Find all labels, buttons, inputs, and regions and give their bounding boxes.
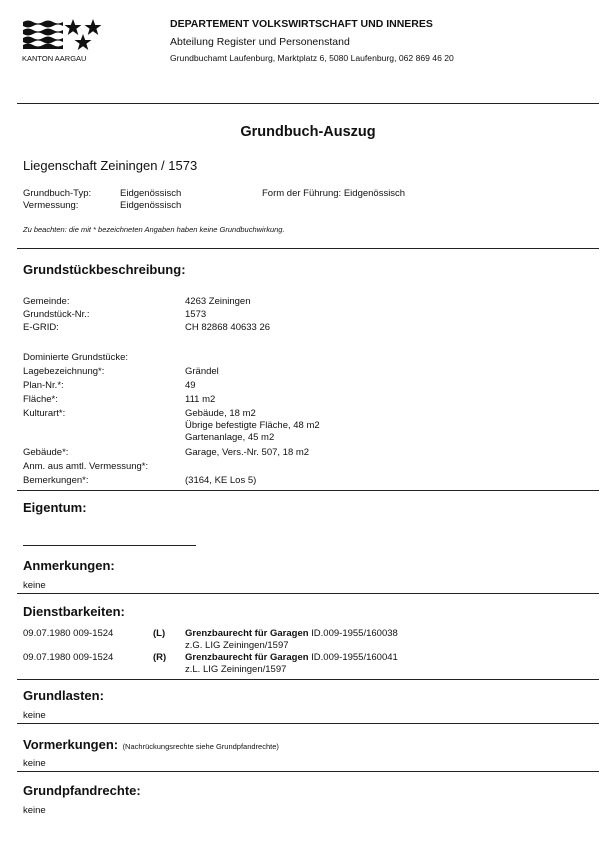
flaeche-label: Fläche*: [23,394,58,405]
vormerkungen-note: (Nachrückungsrechte siehe Grundpfandrechte) [122,742,279,751]
gebaeude-label: Gebäude*: [23,447,69,458]
section-divider [17,593,599,594]
easement-name: Grenzbaurecht für Garagen [185,652,309,663]
gb-type-value: Eidgenössisch [120,188,182,199]
grundlasten-value: keine [23,710,46,721]
kultur-value: Gartenanlage, 45 m2 [185,432,275,443]
vormerkungen-heading [23,736,279,754]
division-name: Abteilung Register und Personenstand [170,36,350,48]
dominated-label: Dominierte Grundstücke: [23,352,129,363]
plan-value: 49 [185,380,196,391]
gemeinde-label: Gemeinde: [23,296,70,307]
easement-id: ID.009-1955/160038 [311,628,398,639]
easement-entry [185,652,398,663]
easement-date: 09.07.1980 009-1524 [23,652,114,663]
document-title: Grundbuch-Auszug [240,124,376,140]
grundpfandrechte-title: Grundpfandrechte: [23,783,141,798]
egrid-label: E-GRID: [23,322,59,333]
header-divider [17,103,599,104]
vormerkungen-value: keine [23,758,46,769]
bemerk-value: (3164, KE Los 5) [185,475,257,486]
easement-ref: z.G. LIG Zeiningen/1597 [185,640,289,651]
plan-label: Plan-Nr.*: [23,380,64,391]
department-name: DEPARTEMENT VOLKSWIRTSCHAFT UND INNERES [170,18,433,30]
survey-value: Eidgenössisch [120,200,182,211]
lage-label: Lagebezeichnung*: [23,366,105,377]
lage-value: Grändel [185,366,219,377]
egrid-value: CH 82868 40633 26 [185,322,271,333]
easement-role: (L) [153,628,166,639]
property-title: Liegenschaft Zeiningen / 1573 [23,158,198,173]
section-divider [17,490,599,491]
grundlasten-title: Grundlasten: [23,688,104,703]
easement-id: ID.009-1955/160041 [311,652,398,663]
kultur-value: Übrige befestigte Fläche, 48 m2 [185,420,320,431]
easement-ref: z.L. LIG Zeiningen/1597 [185,664,287,675]
gemeinde-value: 4263 Zeiningen [185,296,251,307]
section-divider [17,723,599,724]
survey-label: Vermessung: [23,200,79,211]
kultur-value: Gebäude, 18 m2 [185,408,256,419]
easement-name: Grenzbaurecht für Garagen [185,628,309,639]
office-address: Grundbuchamt Laufenburg, Marktplatz 6, 5080 Laufenburg, 062 869 46 20 [170,53,454,63]
section-divider [17,679,599,680]
anm-label: Anm. aus amtl. Vermessung*: [23,461,149,472]
easement-role: (R) [153,652,167,663]
canton-logo-stars-icon [64,18,104,52]
gebaeude-value: Garage, Vers.-Nr. 507, 18 m2 [185,447,310,458]
dienstbarkeiten-title: Dienstbarkeiten: [23,604,125,619]
section-divider [17,771,599,772]
description-title: Grundstückbeschreibung: [23,262,186,277]
section-divider [17,248,599,249]
bemerk-label: Bemerkungen*: [23,475,89,486]
grundpfandrechte-value: keine [23,805,46,816]
eigentum-redacted-line [23,545,196,546]
eigentum-title: Eigentum: [23,500,87,515]
vormerkungen-title: Vormerkungen: [23,737,119,752]
gb-type-label: Grundbuch-Typ: [23,188,92,199]
easement-entry [185,628,398,639]
nr-value: 1573 [185,309,207,320]
easement-date: 09.07.1980 009-1524 [23,628,114,639]
anmerkungen-value: keine [23,580,46,591]
kultur-label: Kulturart*: [23,408,66,419]
form-label: Form der Führung: Eidgenössisch [262,188,406,199]
legal-note: Zu beachten: die mit * bezeichneten Angaben haben keine Grundbuchwirkung. [23,225,285,234]
canton-logo-waves-icon [23,19,63,49]
anmerkungen-title: Anmerkungen: [23,558,115,573]
flaeche-value: 111 m2 [185,394,216,405]
nr-label: Grundstück-Nr.: [23,309,90,320]
canton-name: KANTON AARGAU [22,54,87,63]
